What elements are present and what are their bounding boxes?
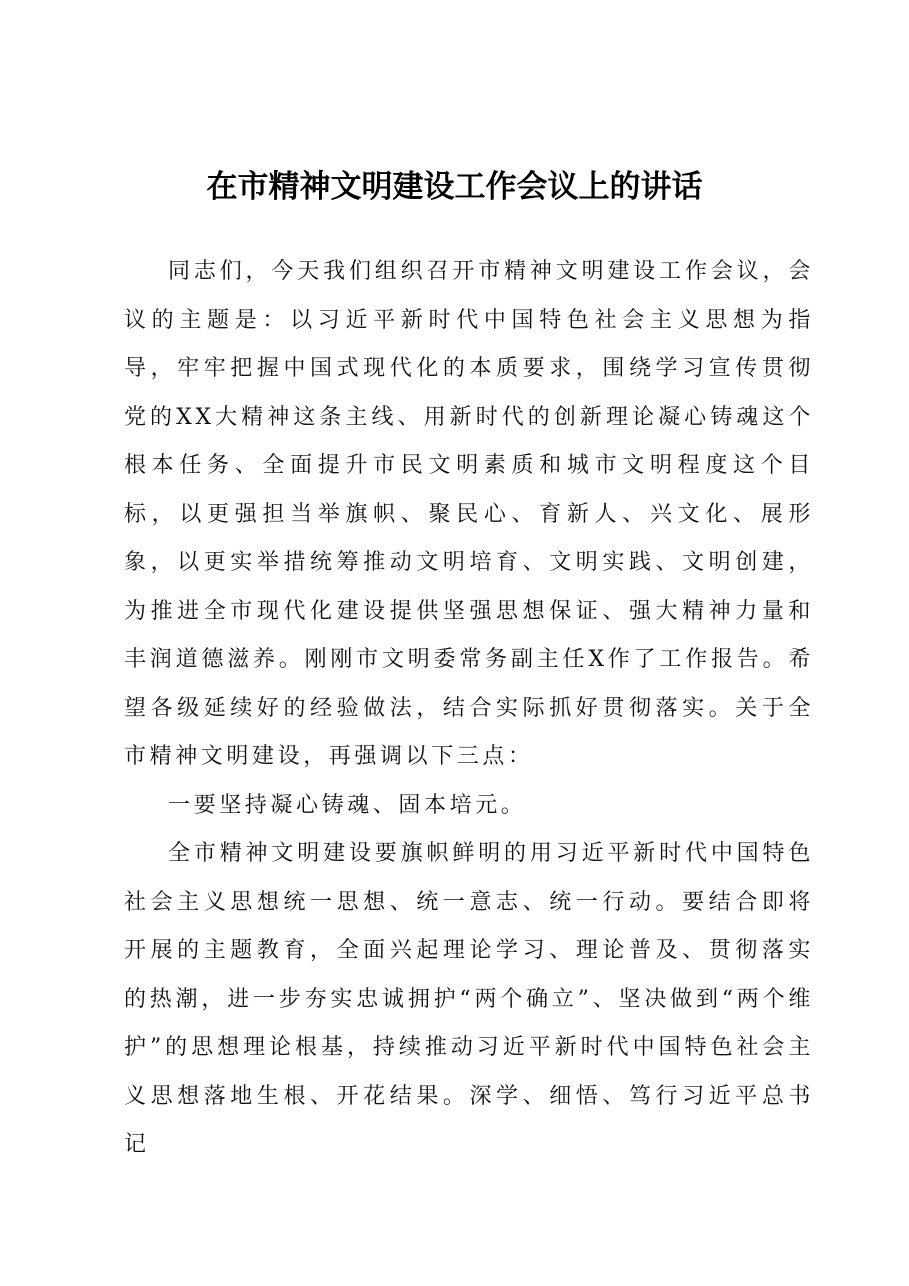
paragraph-point-one-body: 全市精神文明建设要旗帜鲜明的用习近平新时代中国特色社会主义思想统一思想、统一意志、统一行动。要结合即将开展的主题教育，全面兴起理论学习、理论普及、贯彻落实的热潮，进一步夯实忠诚拥护“两个确立”、坚决做到“两个维护”的思想理论根基，持续推动习近平新时代中国特色社会主义思想落地生根、开花结果。深学、细悟、笃行习近平总书记 bbox=[124, 841, 814, 1157]
paragraph-point-one-heading: 一要坚持凝心铸魂、固本培元。 bbox=[168, 792, 527, 818]
document-body bbox=[124, 248, 814, 1170]
paragraph-opening: 同志们，今天我们组织召开市精神文明建设工作会议，会议的主题是：以习近平新时代中国特色社会主义思想为指导，牢牢把握中国式现代化的本质要求，围绕学习宣传贯彻党的XX大精神这条主线、用新时代的创新理论凝心铸魂这个根本任务、全面提升市民文明素质和城市文明程度这个目标，以更强担当举旗帜、聚民心、育新人、兴文化、展形象，以更实举措统筹推动文明培育、文明实践、文明创建，为推进全市现代化建设提供坚强思想保证、强大精神力量和丰润道德滋养。刚刚市文明委常务副主任X作了工作报告。希望各级延续好的经验做法，结合实际抓好贯彻落实。关于全市精神文明建设，再强调以下三点： bbox=[124, 259, 814, 769]
document-title: 在市精神文明建设工作会议上的讲话 bbox=[206, 169, 703, 205]
